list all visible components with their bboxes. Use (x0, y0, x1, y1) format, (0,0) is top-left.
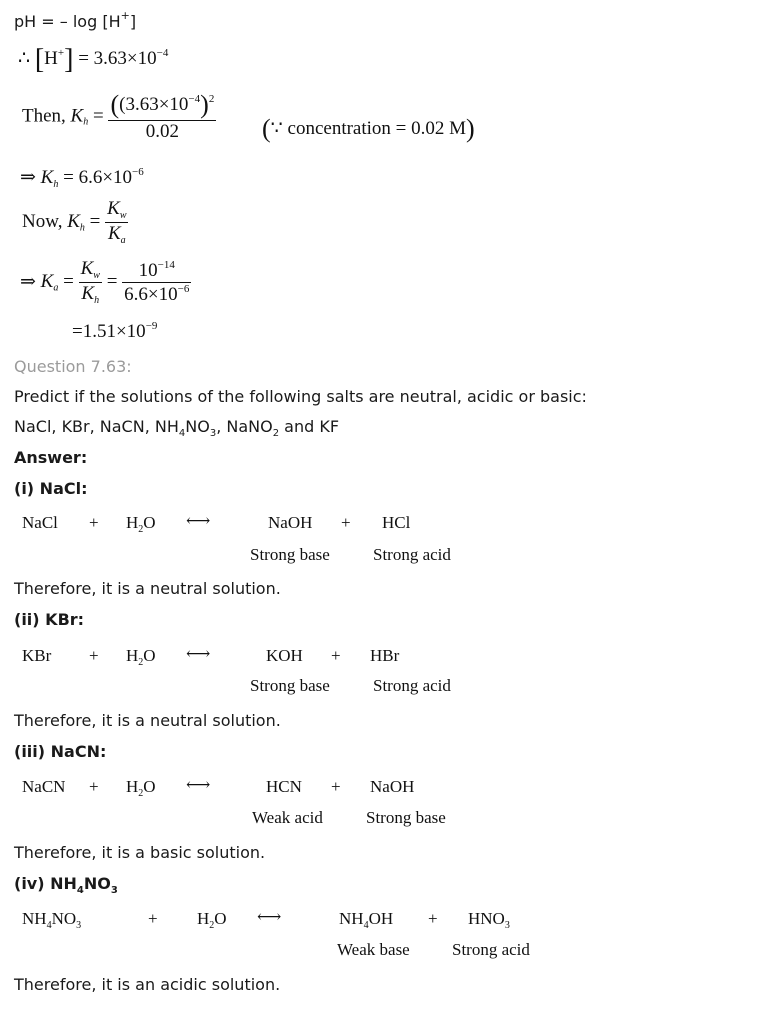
salt-list: NaCl, KBr, NaCN, $NH_4NO_3$, NaNO$_2$ and KF (14, 417, 340, 439)
kh-fraction: $\frac{((3.63\times 10^{-4})^2}{0.02}$ (110, 90, 215, 142)
equilibrium-arrow: ⟷ (186, 511, 211, 530)
ka-expression: ⇒ $K_a$ = $\frac{K_w}{K_h}$ = $\frac{10^{-14}}{6.6\times 10^{-6}}$ (20, 258, 190, 306)
conclusion-kbr: Therefore, it is a neutral solution. (14, 711, 281, 730)
conclusion-nh4no3: Therefore, it is an acidic solution. (14, 975, 281, 994)
kh-expression: Then, $K_h$ = $\frac{((3.63\times 10^{-4})^2}{0.02}$ (22, 90, 215, 142)
equilibrium-arrow: ⟷ (186, 644, 211, 663)
question-text: Predict if the solutions of the following salts are neutral, acidic or basic: (14, 387, 587, 406)
part-label-nacn: (iii) NaCN: (14, 742, 107, 761)
part-label-nacl: (i) NaCl: (14, 479, 88, 498)
conclusion-nacl: Therefore, it is a neutral solution. (14, 579, 281, 598)
ka-result: $=1.51\times 10^{-9}$ (72, 320, 158, 342)
answer-label: Answer: (14, 448, 88, 467)
kh-value: ⇒ $K_h = 6.6\times 10^{-6}$ (20, 166, 144, 190)
h-ion-concentration: ∴ $[H^+] = 3.63\times 10^{-4}$ (18, 44, 169, 75)
conclusion-nacn: Therefore, it is a basic solution. (14, 843, 266, 862)
ph-formula: pH = – log [H+] (14, 9, 137, 31)
equilibrium-arrow: ⟷ (186, 775, 211, 794)
kh-relation: Now, $K_h$ = $\frac{K_w}{K_a}$ (22, 198, 127, 246)
equilibrium-arrow: ⟷ (257, 907, 282, 926)
part-label-kbr: (ii) KBr: (14, 610, 85, 629)
part-label-nh4no3: (iv) $NH_4NO_3$ (14, 874, 118, 896)
question-heading: Question 7.63: (14, 357, 132, 376)
concentration-note: (∵ concentration = 0.02 M) (262, 114, 475, 143)
